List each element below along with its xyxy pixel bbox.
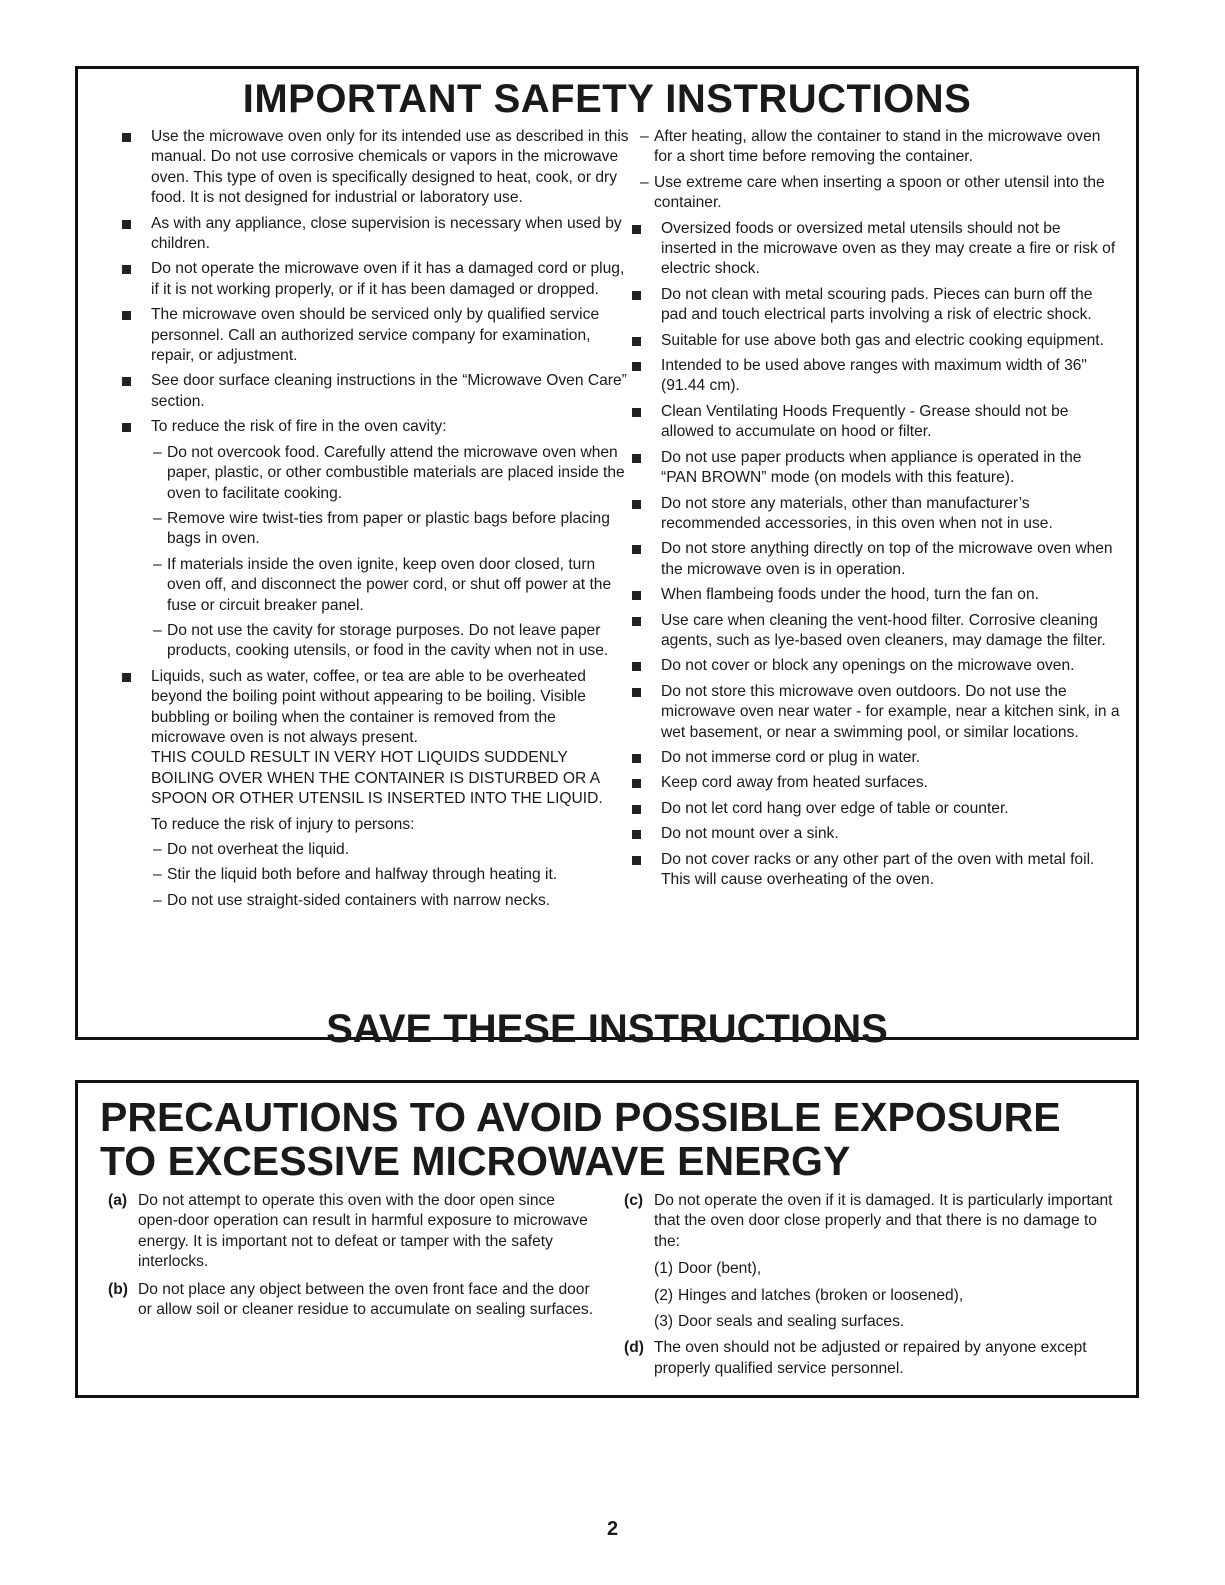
precaution-letter: (b) — [108, 1280, 128, 1298]
dash-marker: – — [153, 621, 162, 639]
item-text: The microwave oven should be serviced only by qualified service personnel. Call an authorized service company for examination, repair, or adjustment. — [151, 306, 600, 365]
bullet-item — [112, 667, 632, 810]
square-bullet-icon — [632, 779, 641, 788]
item-text: Do not overheat the liquid. — [167, 841, 350, 858]
square-bullet-icon — [632, 662, 641, 671]
safety-right-column — [622, 127, 1120, 895]
square-bullet-icon — [122, 220, 131, 229]
bullet-item — [622, 656, 1120, 676]
item-text: Do not use the cavity for storage purposes. Do not leave paper products, cooking utensils, or food in the cavity when not in use. — [167, 621, 609, 660]
precaution-text: Do not operate the oven if it is damaged. It is particularly important that the oven door close properly and that there is no damage to the: — [654, 1192, 1113, 1250]
precautions-right-column — [624, 1191, 1116, 1386]
item-text: Do not use paper products when appliance is operated in the “PAN BROWN” mode (on models with this feature). — [661, 448, 1082, 487]
dash-item — [622, 173, 1120, 214]
bullet-item — [622, 356, 1120, 397]
square-bullet-icon — [632, 291, 641, 300]
square-bullet-icon — [632, 500, 641, 509]
item-text: See door surface cleaning instructions in the “Microwave Oven Care” section. — [151, 372, 627, 410]
bullet-item — [112, 214, 632, 255]
item-text: Stir the liquid both before and halfway through heating it. — [167, 866, 558, 884]
bullet-item — [622, 611, 1120, 652]
bullet-item — [622, 402, 1120, 443]
safety-instructions-box — [75, 66, 1139, 1051]
square-bullet-icon — [122, 673, 131, 682]
bullet-item — [622, 494, 1120, 535]
bullet-item — [622, 219, 1120, 280]
precaution-c-subitem — [624, 1286, 1116, 1306]
dash-item — [112, 509, 632, 550]
square-bullet-icon — [632, 408, 641, 417]
bullet-item — [622, 799, 1120, 819]
precaution-b — [108, 1280, 598, 1321]
item-text: When flambeing foods under the hood, turn the fan on. — [661, 586, 1039, 604]
bullet-item — [112, 371, 632, 412]
subitem-text: Door seals and sealing surfaces. — [678, 1313, 905, 1331]
item-text: Oversized foods or oversized metal utensils should not be inserted in the microwave oven as they may create a fire or risk of electric shock. — [661, 219, 1116, 278]
dash-item — [112, 840, 632, 860]
item-text: Do not immerse cord or plug in water. — [661, 748, 921, 766]
square-bullet-icon — [632, 617, 641, 626]
square-bullet-icon — [632, 805, 641, 814]
precaution-text: The oven should not be adjusted or repaired by anyone except properly qualified service personnel. — [654, 1339, 1087, 1377]
precaution-c — [624, 1191, 1116, 1252]
item-text: Suitable for use above both gas and electric cooking equipment. — [661, 331, 1104, 349]
precaution-letter: (a) — [108, 1192, 128, 1209]
item-text: Do not cover racks or any other part of the oven with metal foil. This will cause overheating of the oven. — [661, 850, 1095, 888]
square-bullet-icon — [632, 454, 641, 463]
item-text: Liquids, such as water, coffee, or tea are able to be overheated beyond the boiling point without appearing to be boiling. Visible bubbling or boiling when the container is removed from the microwave oven is not always present. — [151, 667, 586, 746]
precaution-text: Do not place any object between the oven front face and the door or allow soil or cleaner residue to accumulate on sealing surfaces. — [138, 1280, 594, 1319]
item-text: Do not overcook food. Carefully attend the microwave oven when paper, plastic, or other combustible materials are placed inside the oven to facilitate cooking. — [167, 443, 625, 502]
precautions-box — [75, 1080, 1139, 1398]
item-text: Use the microwave oven only for its intended use as described in this manual. Do not use corrosive chemicals or vapors in the microwave oven. This type of oven is specifically designed to heat, cook, or dry food. It is not designed for industrial or laboratory use. — [151, 128, 629, 207]
bullet-item — [622, 850, 1120, 891]
precaution-c-subitem — [624, 1312, 1116, 1332]
item-text: Do not let cord hang over edge of table or counter. — [661, 799, 1009, 817]
dash-item — [112, 555, 632, 616]
square-bullet-icon — [632, 591, 641, 600]
dash-item — [622, 127, 1120, 168]
bullet-item — [622, 285, 1120, 326]
item-text: Do not mount over a sink. — [661, 825, 839, 843]
warning-caps-text: THIS COULD RESULT IN VERY HOT LIQUIDS SUDDENLY BOILING OVER WHEN THE CONTAINER IS DISTURBED OR A SPOON OR OTHER UTENSIL IS INSERTED INTO THE LIQUID. — [151, 749, 603, 808]
dash-marker: – — [153, 555, 162, 573]
precaution-a — [108, 1191, 598, 1273]
dash-marker: – — [153, 443, 162, 461]
dash-item — [112, 621, 632, 662]
square-bullet-icon — [632, 337, 641, 346]
square-bullet-icon — [632, 830, 641, 839]
item-text: Do not store any materials, other than manufacturer’s recommended accessories, in this oven when not in use. — [661, 494, 1053, 532]
bullet-item — [622, 824, 1120, 844]
subitem-number: (2) — [654, 1286, 674, 1304]
item-text: Do not use straight-sided containers with narrow necks. — [167, 891, 551, 909]
square-bullet-icon — [122, 311, 131, 320]
item-text: Do not store this microwave oven outdoors. Do not use the microwave oven near water - for example, near a kitchen sink, in a wet basement, or near a swimming pool, or similar locations. — [661, 682, 1120, 741]
item-text: As with any appliance, close supervision is necessary when used by children. — [151, 214, 622, 253]
square-bullet-icon — [632, 362, 641, 371]
precautions-title: PRECAUTIONS TO AVOID POSSIBLE EXPOSURE TO EXCESSIVE MICROWAVE ENERGY — [100, 1094, 1061, 1184]
dash-marker: – — [153, 841, 162, 858]
square-bullet-icon — [122, 265, 131, 274]
item-text: Intended to be used above ranges with maximum width of 36" (91.44 cm). — [661, 357, 1087, 395]
precaution-c-subitem — [624, 1259, 1116, 1279]
save-instructions-title: SAVE THESE INSTRUCTIONS — [326, 1007, 888, 1051]
item-text: If materials inside the oven ignite, keep oven door closed, turn oven off, and disconnect the power cord, or shut off power at the fuse or circuit breaker panel. — [167, 555, 612, 614]
item-text: After heating, allow the container to stand in the microwave oven for a short time before removing the container. — [654, 128, 1101, 166]
item-text: Use care when cleaning the vent-hood filter. Corrosive cleaning agents, such as lye-based oven cleaners, may damage the filter. — [661, 611, 1106, 649]
safety-left-column — [112, 127, 632, 916]
item-text: Do not cover or block any openings on the microwave oven. — [661, 657, 1075, 675]
dash-item — [112, 443, 632, 504]
precaution-d — [624, 1338, 1116, 1379]
dash-marker: – — [640, 128, 649, 145]
subitem-number: (1) — [654, 1260, 674, 1278]
bullet-item — [622, 585, 1120, 605]
precaution-text: Do not attempt to operate this oven with the door open since open-door operation can result in harmful exposure to microwave energy. It is important not to defeat or tamper with the safety interlocks. — [138, 1192, 588, 1271]
item-text: To reduce the risk of injury to persons: — [151, 815, 415, 833]
precautions-left-column — [108, 1191, 598, 1327]
square-bullet-icon — [632, 856, 641, 865]
bullet-item — [112, 259, 632, 300]
subitem-text: Door (bent), — [678, 1260, 762, 1278]
square-bullet-icon — [632, 225, 641, 234]
square-bullet-icon — [632, 688, 641, 697]
square-bullet-icon — [632, 754, 641, 763]
safety-title: IMPORTANT SAFETY INSTRUCTIONS — [242, 77, 972, 121]
bullet-item — [112, 417, 632, 437]
item-text: Remove wire twist-ties from paper or plastic bags before placing bags in oven. — [167, 509, 610, 548]
item-text: To reduce the risk of fire in the oven cavity: — [151, 418, 447, 436]
item-text: Keep cord away from heated surfaces. — [661, 774, 928, 792]
bullet-item — [622, 539, 1120, 580]
square-bullet-icon — [632, 545, 641, 554]
precaution-letter: (d) — [624, 1339, 644, 1357]
subitem-number: (3) — [654, 1313, 674, 1331]
square-bullet-icon — [122, 423, 131, 432]
item-text: Clean Ventilating Hoods Frequently - Grease should not be allowed to accumulate on hood or filter. — [661, 402, 1069, 441]
bullet-item — [112, 127, 632, 209]
precaution-letter: (c) — [624, 1192, 644, 1209]
square-bullet-icon — [122, 377, 131, 386]
page-number: 2 — [606, 1518, 619, 1540]
bullet-item — [622, 448, 1120, 489]
item-text: Do not store anything directly on top of the microwave oven when the microwave oven is in operation. — [661, 540, 1113, 578]
item-text: Do not clean with metal scouring pads. Pieces can burn off the pad and touch electrical parts involving a risk of electric shock. — [661, 285, 1093, 324]
bullet-item — [622, 331, 1120, 351]
item-text: Use extreme care when inserting a spoon or other utensil into the container. — [654, 173, 1105, 212]
dash-marker: – — [153, 866, 162, 884]
item-text: Do not operate the microwave oven if it has a damaged cord or plug, if it is not working properly, or if it has been damaged or dropped. — [151, 260, 625, 298]
bullet-item — [112, 305, 632, 366]
paragraph-item — [112, 815, 632, 835]
dash-marker: – — [640, 173, 649, 191]
dash-item — [112, 865, 632, 885]
bullet-item — [622, 682, 1120, 743]
dash-marker: – — [153, 509, 162, 527]
dash-item — [112, 891, 632, 911]
square-bullet-icon — [122, 133, 131, 142]
bullet-item — [622, 748, 1120, 768]
subitem-text: Hinges and latches (broken or loosened), — [678, 1286, 964, 1304]
dash-marker: – — [153, 891, 162, 909]
bullet-item — [622, 773, 1120, 793]
